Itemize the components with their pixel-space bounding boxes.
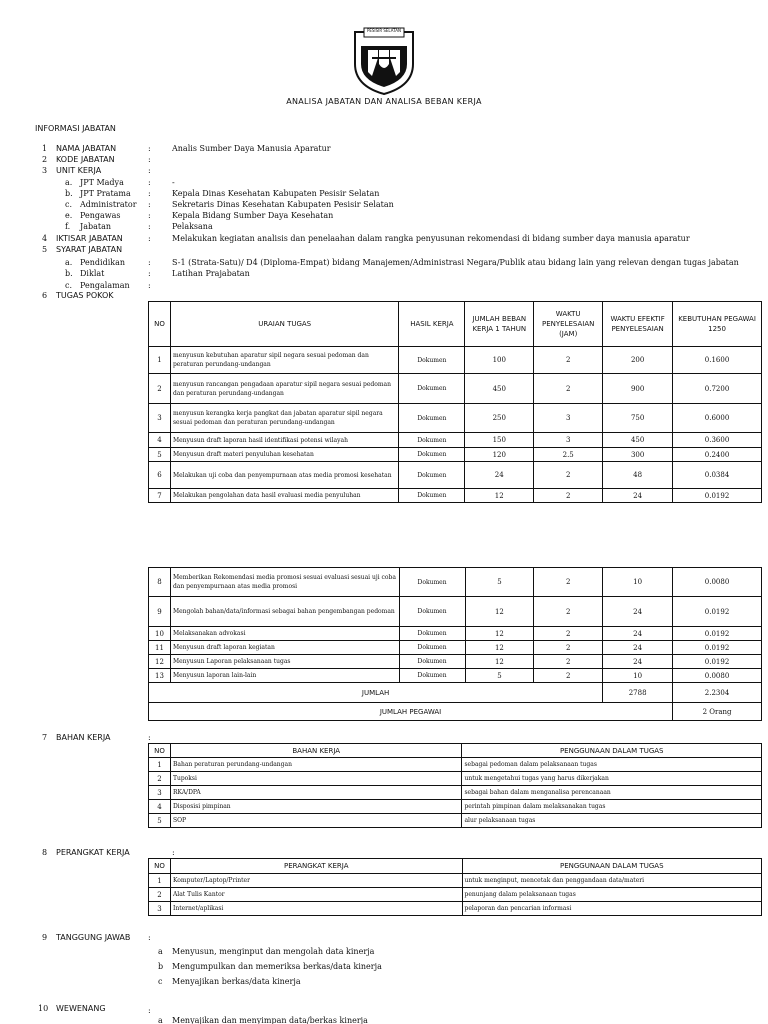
colon: : <box>148 166 151 175</box>
col-header: JUMLAH BEBAN KERJA 1 TAHUN <box>465 302 534 347</box>
colon: : <box>148 155 151 164</box>
item-label: Pengalaman <box>80 281 130 290</box>
cell-no: 2 <box>149 772 171 786</box>
table-row <box>149 627 762 641</box>
cell-hasil: Dokumen <box>399 627 465 641</box>
tugas-pokok-table <box>148 301 762 503</box>
cell-efektif: 10 <box>603 568 673 597</box>
cell-hasil: Dokumen <box>399 597 465 627</box>
table-row <box>149 874 762 888</box>
cell-efektif: 48 <box>603 462 673 489</box>
colon: : <box>148 222 151 231</box>
item-number: 3 <box>42 166 48 175</box>
table-row <box>149 902 762 916</box>
cell-waktu: 2 <box>534 489 603 503</box>
col-header: PERANGKAT KERJA <box>170 859 462 874</box>
item-letter: e. <box>65 211 73 220</box>
cell-uraian: Menyusun Laporan pelaksanaan tugas <box>170 655 399 669</box>
cell-jumlah: 250 <box>465 404 534 433</box>
item-label: UNIT KERJA <box>56 166 102 175</box>
cell-no: 12 <box>149 655 171 669</box>
logo-text: PESISIR SELATAN <box>366 28 402 33</box>
item-number: 2 <box>42 155 48 164</box>
cell-hasil: Dokumen <box>399 448 465 462</box>
cell-uraian: Mengolah bahan/data/informasi sebagai bahan pengembangan pedoman <box>170 597 399 627</box>
cell-jumlah: 12 <box>465 627 534 641</box>
section-heading: INFORMASI JABATAN <box>35 124 116 133</box>
cell-perangkat: Komputer/Laptop/Printer <box>170 874 462 888</box>
cell-kebutuhan: 0.0192 <box>673 489 762 503</box>
cell-kebutuhan: 0.0192 <box>673 655 762 669</box>
table-row <box>149 814 762 828</box>
cell-bahan: SOP <box>170 814 462 828</box>
cell-hasil: Dokumen <box>399 404 465 433</box>
item-label: KODE JABATAN <box>56 155 115 164</box>
item-letter: b. <box>65 189 73 198</box>
cell-waktu: 2 <box>534 597 603 627</box>
cell-jumlah: 450 <box>465 374 534 404</box>
item-letter: c. <box>65 281 73 290</box>
cell-waktu: 2 <box>534 669 603 683</box>
table-row <box>149 800 762 814</box>
jumlah-efektif: 2788 <box>603 683 673 703</box>
item-value: Kepala Bidang Sumber Daya Kesehatan <box>172 211 334 220</box>
colon: : <box>148 269 151 278</box>
item-value: Latihan Prajabatan <box>172 269 250 278</box>
section-number: 7 <box>42 733 48 742</box>
cell-efektif: 200 <box>603 347 673 374</box>
colon: : <box>148 933 151 942</box>
ikhtisar-value: Melakukan kegiatan analisis dan penelaahan dalam rangka penyusunan rekomendasi di bidang sumber daya manusia aparatur <box>172 234 690 243</box>
cell-jumlah: 100 <box>465 347 534 374</box>
cell-efektif: 450 <box>603 433 673 448</box>
cell-efektif: 300 <box>603 448 673 462</box>
cell-jumlah: 120 <box>465 448 534 462</box>
table-row <box>149 758 762 772</box>
cell-no: 10 <box>149 627 171 641</box>
item-value: - <box>172 178 175 187</box>
cell-kebutuhan: 0.0192 <box>673 597 762 627</box>
col-header: PENGGUNAAN DALAM TUGAS <box>462 744 762 758</box>
table-row <box>149 347 762 374</box>
colon: : <box>148 234 151 243</box>
table-row <box>149 772 762 786</box>
item-label: Jabatan <box>80 222 112 231</box>
table-row <box>149 888 762 902</box>
colon: : <box>148 281 151 290</box>
item-letter: a <box>158 1016 163 1024</box>
table-row <box>149 374 762 404</box>
item-letter: b. <box>65 269 73 278</box>
cell-waktu: 3 <box>534 433 603 448</box>
cell-no: 3 <box>149 786 171 800</box>
section-label: WEWENANG <box>56 1004 106 1013</box>
cell-uraian: Melakukan pengolahan data hasil evaluasi media penyuluhan <box>170 489 398 503</box>
table-header-row <box>149 859 762 874</box>
colon: : <box>148 733 151 742</box>
cell-waktu: 2 <box>534 641 603 655</box>
cell-hasil: Dokumen <box>399 641 465 655</box>
table-row <box>149 404 762 433</box>
cell-hasil: Dokumen <box>399 347 465 374</box>
section-number: 10 <box>38 1004 49 1013</box>
cell-no: 1 <box>149 758 171 772</box>
cell-no: 1 <box>149 347 171 374</box>
item-letter: a. <box>65 178 73 187</box>
cell-penggunaan: sebagai bahan dalam menganalisa perencanaan <box>462 786 762 800</box>
cell-jumlah: 5 <box>465 669 534 683</box>
col-header: WAKTU PENYELESAIAN (JAM) <box>534 302 603 347</box>
cell-efektif: 24 <box>603 627 673 641</box>
item-number: 6 <box>42 291 48 300</box>
cell-no: 13 <box>149 669 171 683</box>
cell-hasil: Dokumen <box>399 489 465 503</box>
cell-no: 9 <box>149 597 171 627</box>
cell-bahan: Bahan peraturan perundang-undangan <box>170 758 462 772</box>
item-label: SYARAT JABATAN <box>56 245 123 254</box>
item-value: Pelaksana <box>172 222 213 231</box>
table-header-row <box>149 302 762 347</box>
jumlah-kebutuhan: 2.2304 <box>673 683 762 703</box>
table-row <box>149 489 762 503</box>
cell-uraian: Memberikan Rekomendasi media promosi sesuai evaluasi sesuai uji coba dan penyempurnaan atas media promosi <box>170 568 399 597</box>
cell-no: 2 <box>149 888 171 902</box>
item-label: TUGAS POKOK <box>56 291 114 300</box>
col-header: PENGGUNAAN DALAM TUGAS <box>462 859 761 874</box>
cell-jumlah: 150 <box>465 433 534 448</box>
cell-efektif: 900 <box>603 374 673 404</box>
cell-penggunaan: untuk menginput, mencetak dan penggandaan data/materi <box>462 874 761 888</box>
section-number: 8 <box>42 848 48 857</box>
item-label: Pengawas <box>80 211 121 220</box>
cell-kebutuhan: 0.7200 <box>673 374 762 404</box>
section-label: PERANGKAT KERJA <box>56 848 130 857</box>
cell-bahan: Tupoksi <box>170 772 462 786</box>
cell-kebutuhan: 0.0080 <box>673 669 762 683</box>
cell-waktu: 2 <box>534 655 603 669</box>
cell-kebutuhan: 0.0384 <box>673 462 762 489</box>
cell-uraian: Melakukan uji coba dan penyempurnaan atas media promosi kesehatan <box>170 462 398 489</box>
item-value: S-1 (Strata-Satu)/ D4 (Diploma-Empat) bidang Manajemen/Administrasi Negara/Publik atau bidang lain yang relevan dengan tugas jabatan <box>172 258 739 267</box>
pesisir-selatan-logo <box>352 24 416 96</box>
item-number: 1 <box>42 144 48 153</box>
cell-no: 4 <box>149 800 171 814</box>
jumlah-pegawai-row <box>149 703 762 721</box>
item-letter: a <box>158 947 163 956</box>
table-row <box>149 641 762 655</box>
cell-uraian: Menyusun draft laporan kegiatan <box>170 641 399 655</box>
cell-penggunaan: untuk mengetahui tugas yang harus dikerjakan <box>462 772 762 786</box>
cell-efektif: 24 <box>603 597 673 627</box>
table-row <box>149 597 762 627</box>
colon: : <box>148 178 151 187</box>
cell-jumlah: 12 <box>465 641 534 655</box>
jumlah-label: JUMLAH <box>149 683 603 703</box>
cell-hasil: Dokumen <box>399 568 465 597</box>
item-letter: c. <box>65 200 73 209</box>
section-label: TANGGUNG JAWAB <box>56 933 131 942</box>
item-label: IKTISAR JABATAN <box>56 234 123 243</box>
col-header: WAKTU EFEKTIF PENYELESAIAN <box>603 302 673 347</box>
colon: : <box>172 848 175 857</box>
cell-jumlah: 24 <box>465 462 534 489</box>
cell-no: 1 <box>149 874 171 888</box>
item-number: 4 <box>42 234 48 243</box>
col-header: URAIAN TUGAS <box>170 302 398 347</box>
cell-perangkat: Alat Tulis Kantor <box>170 888 462 902</box>
cell-uraian: menyusun kebutuhan aparatur sipil negara sesuai pedoman dan peraturan perundang-undangan <box>170 347 398 374</box>
colon: : <box>148 144 151 153</box>
cell-bahan: RKA/DPA <box>170 786 462 800</box>
cell-kebutuhan: 0.3600 <box>673 433 762 448</box>
cell-no: 2 <box>149 374 171 404</box>
document-title: ANALISA JABATAN DAN ANALISA BEBAN KERJA <box>286 97 482 106</box>
cell-bahan: Disposisi pimpinan <box>170 800 462 814</box>
table-row <box>149 669 762 683</box>
cell-perangkat: Internet/aplikasi <box>170 902 462 916</box>
cell-hasil: Dokumen <box>399 462 465 489</box>
cell-penggunaan: alur pelaksanaan tugas <box>462 814 762 828</box>
list-item: Menyajikan berkas/data kinerja <box>172 977 301 986</box>
cell-no: 8 <box>149 568 171 597</box>
cell-efektif: 24 <box>603 489 673 503</box>
cell-uraian: Menyusun draft materi penyuluhan kesehatan <box>170 448 398 462</box>
item-number: 5 <box>42 245 48 254</box>
colon: : <box>148 1006 151 1015</box>
table-header-row <box>149 744 762 758</box>
section-label: BAHAN KERJA <box>56 733 111 742</box>
cell-no: 11 <box>149 641 171 655</box>
cell-no: 5 <box>149 448 171 462</box>
cell-no: 5 <box>149 814 171 828</box>
col-header: NO <box>149 302 171 347</box>
jumlah-pegawai-value: 2 Orang <box>673 703 762 721</box>
list-item: Menyusun, menginput dan mengolah data kinerja <box>172 947 375 956</box>
cell-uraian: Melaksanakan advokasi <box>170 627 399 641</box>
cell-kebutuhan: 0.2400 <box>673 448 762 462</box>
cell-kebutuhan: 0.0192 <box>673 627 762 641</box>
cell-hasil: Dokumen <box>399 669 465 683</box>
cell-jumlah: 12 <box>465 489 534 503</box>
cell-penggunaan: perintah pimpinan dalam melaksanakan tugas <box>462 800 762 814</box>
table-row <box>149 462 762 489</box>
item-letter: b <box>158 962 164 971</box>
cell-penggunaan: pelaporan dan pencarian informasi <box>462 902 761 916</box>
cell-kebutuhan: 0.6000 <box>673 404 762 433</box>
cell-kebutuhan: 0.1600 <box>673 347 762 374</box>
cell-kebutuhan: 0.0080 <box>673 568 762 597</box>
item-letter: a. <box>65 258 73 267</box>
jumlah-row <box>149 683 762 703</box>
cell-kebutuhan: 0.0192 <box>673 641 762 655</box>
cell-uraian: menyusun rancangan pengadaan aparatur sipil negara sesuai pedoman dan peraturan perundang-undangan <box>170 374 398 404</box>
bahan-kerja-table <box>148 743 762 828</box>
item-label: Pendidikan <box>80 258 126 267</box>
section-number: 9 <box>42 933 48 942</box>
item-label: Diklat <box>80 269 105 278</box>
cell-efektif: 24 <box>603 655 673 669</box>
cell-jumlah: 5 <box>465 568 534 597</box>
cell-no: 3 <box>149 404 171 433</box>
cell-hasil: Dokumen <box>399 433 465 448</box>
colon: : <box>148 211 151 220</box>
table-row <box>149 433 762 448</box>
col-header: NO <box>149 744 171 758</box>
item-value: Kepala Dinas Kesehatan Kabupaten Pesisir Selatan <box>172 189 380 198</box>
nama-jabatan-value: Analis Sumber Daya Manusia Aparatur <box>172 144 331 153</box>
colon: : <box>148 200 151 209</box>
table-row <box>149 448 762 462</box>
perangkat-kerja-table <box>148 858 762 916</box>
cell-waktu: 2 <box>534 568 603 597</box>
cell-no: 4 <box>149 433 171 448</box>
table-row <box>149 786 762 800</box>
jumlah-pegawai-label: JUMLAH PEGAWAI <box>149 703 673 721</box>
cell-no: 7 <box>149 489 171 503</box>
cell-uraian: Menyusun laporan lain-lain <box>170 669 399 683</box>
cell-waktu: 2.5 <box>534 448 603 462</box>
item-value: Sekretaris Dinas Kesehatan Kabupaten Pesisir Selatan <box>172 200 394 209</box>
list-item: Mengumpulkan dan memeriksa berkas/data kinerja <box>172 962 382 971</box>
colon: : <box>148 258 151 267</box>
cell-jumlah: 12 <box>465 655 534 669</box>
cell-waktu: 2 <box>534 627 603 641</box>
item-label: JPT Pratama <box>80 189 131 198</box>
cell-penggunaan: penunjang dalam pelaksanaan tugas <box>462 888 761 902</box>
item-label: JPT Madya <box>80 178 124 187</box>
col-header: NO <box>149 859 171 874</box>
cell-hasil: Dokumen <box>399 374 465 404</box>
cell-penggunaan: sebagai pedoman dalam pelaksanaan tugas <box>462 758 762 772</box>
cell-no: 6 <box>149 462 171 489</box>
col-header: BAHAN KERJA <box>170 744 462 758</box>
cell-jumlah: 12 <box>465 597 534 627</box>
cell-uraian: menyusun kerangka kerja pangkat dan jabatan aparatur sipil negara sesuai pedoman dan peraturan perundang-undangan <box>170 404 398 433</box>
col-header: KEBUTUHAN PEGAWAI 1250 <box>673 302 762 347</box>
table-row <box>149 568 762 597</box>
cell-waktu: 2 <box>534 374 603 404</box>
list-item: Menyajikan dan menyimpan data/berkas kinerja <box>172 1016 368 1024</box>
cell-hasil: Dokumen <box>399 655 465 669</box>
cell-waktu: 2 <box>534 347 603 374</box>
item-letter: f. <box>65 222 71 231</box>
item-label: NAMA JABATAN <box>56 144 117 153</box>
table-row <box>149 655 762 669</box>
cell-efektif: 10 <box>603 669 673 683</box>
item-letter: c <box>158 977 163 986</box>
colon: : <box>148 189 151 198</box>
cell-efektif: 24 <box>603 641 673 655</box>
cell-no: 3 <box>149 902 171 916</box>
tugas-pokok-table-continued <box>148 567 762 721</box>
cell-efektif: 750 <box>603 404 673 433</box>
cell-uraian: Menyusun draft laporan hasil identifikasi potensi wilayah <box>170 433 398 448</box>
col-header: HASIL KERJA <box>399 302 465 347</box>
cell-waktu: 2 <box>534 462 603 489</box>
cell-waktu: 3 <box>534 404 603 433</box>
item-label: Administrator <box>80 200 137 209</box>
